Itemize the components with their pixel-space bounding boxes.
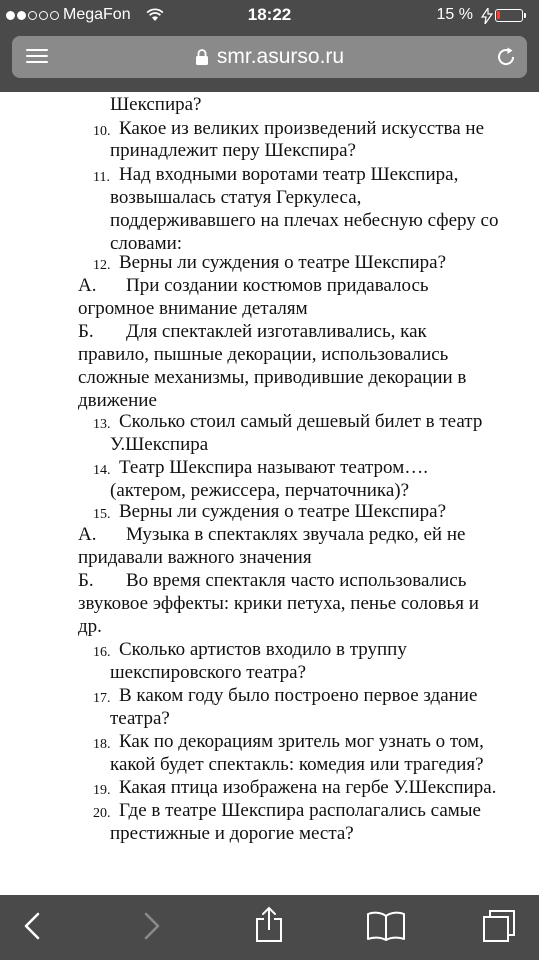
- address-bar[interactable]: [12, 36, 527, 78]
- question-number: 12.: [93, 258, 111, 273]
- question-text: престижные и дорогие места?: [110, 823, 354, 844]
- question-number: 10.: [93, 124, 111, 139]
- question-text: Верны ли суждения о театре Шекспира?: [119, 252, 447, 273]
- option-letter: А.: [78, 275, 97, 296]
- browser-toolbar: [0, 895, 539, 960]
- chevron-left-icon[interactable]: [22, 911, 42, 941]
- question-text: Сколько артистов входило в труппу: [119, 639, 407, 660]
- option-text: При создании костюмов придавалось: [126, 275, 429, 296]
- question-text: Как по декорациям зритель мог узнать о том,: [119, 731, 484, 752]
- question-number: 16.: [93, 645, 111, 660]
- option-text: звуковое эффекты: крики петуха, пенье соловья и: [78, 593, 479, 614]
- question-number: 17.: [93, 691, 111, 706]
- option-text: Музыка в спектаклях звучала редко, ей не: [126, 524, 466, 545]
- question-text: словами:: [110, 233, 183, 254]
- lock-icon: [195, 48, 209, 66]
- option-text: Для спектаклей изготавливались, как: [126, 321, 427, 342]
- option-text: Во время спектакля часто использовались: [126, 570, 467, 591]
- question-text: Какая птица изображена на гербе У.Шекспира.: [119, 777, 497, 798]
- question-text: принадлежит перу Шекспира?: [110, 140, 356, 161]
- question-text: Какое из великих произведений искусства не: [119, 118, 485, 139]
- chevron-right-icon[interactable]: [142, 911, 162, 941]
- option-letter: Б.: [78, 570, 94, 591]
- question-number: 13.: [93, 417, 111, 432]
- question-text: Верны ли суждения о театре Шекспира?: [119, 501, 447, 522]
- reload-icon[interactable]: [495, 46, 517, 68]
- option-text: сложные механизмы, приводившие декорации в: [78, 367, 467, 388]
- browser-top-bar: [0, 0, 539, 92]
- question-number: 11.: [93, 170, 110, 185]
- book-icon[interactable]: [366, 910, 406, 942]
- option-text: движение: [78, 390, 157, 411]
- question-text: Театр Шекспира называют театром….: [119, 457, 428, 478]
- clock: 18:22: [247, 5, 292, 24]
- option-text: придавали важного значения: [78, 547, 312, 568]
- url-text[interactable]: smr.asurso.ru: [216, 45, 345, 68]
- question-9-tail: Шекспира?: [110, 94, 202, 115]
- option-text: др.: [78, 616, 102, 637]
- question-text: Где в театре Шекспира располагались самые: [119, 800, 481, 821]
- option-text: огромное внимание деталям: [78, 298, 308, 319]
- question-text: поддерживавшего на плечах небесную сферу со: [110, 210, 499, 231]
- option-letter: Б.: [78, 321, 94, 342]
- battery-percent: 15 %: [436, 6, 473, 23]
- question-text: Сколько стоил самый дешевый билет в театр: [119, 411, 483, 432]
- option-text: правило, пышные декорации, использовались: [78, 344, 449, 365]
- question-number: 14.: [93, 463, 111, 478]
- share-icon[interactable]: [254, 906, 284, 944]
- status-bar: [0, 0, 539, 32]
- question-text: В каком году было построено первое здание: [119, 685, 478, 706]
- question-number: 15.: [93, 507, 111, 522]
- question-text: возвышалась статуя Геркулеса,: [110, 187, 362, 208]
- question-text: Над входными воротами театр Шекспира,: [119, 164, 459, 185]
- tabs-icon[interactable]: [481, 908, 517, 944]
- question-text: театра?: [110, 708, 170, 729]
- question-text: У.Шекспира: [110, 434, 209, 455]
- option-letter: А.: [78, 524, 97, 545]
- carrier-name: MegaFon: [63, 6, 131, 23]
- question-number: 20.: [93, 806, 111, 821]
- charging-icon: [480, 8, 494, 24]
- question-number: 19.: [93, 783, 111, 798]
- battery-level-fill: [497, 11, 500, 19]
- battery-icon: [495, 9, 523, 22]
- question-text: шекспировского театра?: [110, 662, 307, 683]
- page-content: [0, 92, 539, 895]
- question-text: (актером, режиссера, перчаточника)?: [110, 480, 410, 501]
- question-text: какой будет спектакль: комедия или трагедия?: [110, 754, 484, 775]
- question-number: 18.: [93, 737, 111, 752]
